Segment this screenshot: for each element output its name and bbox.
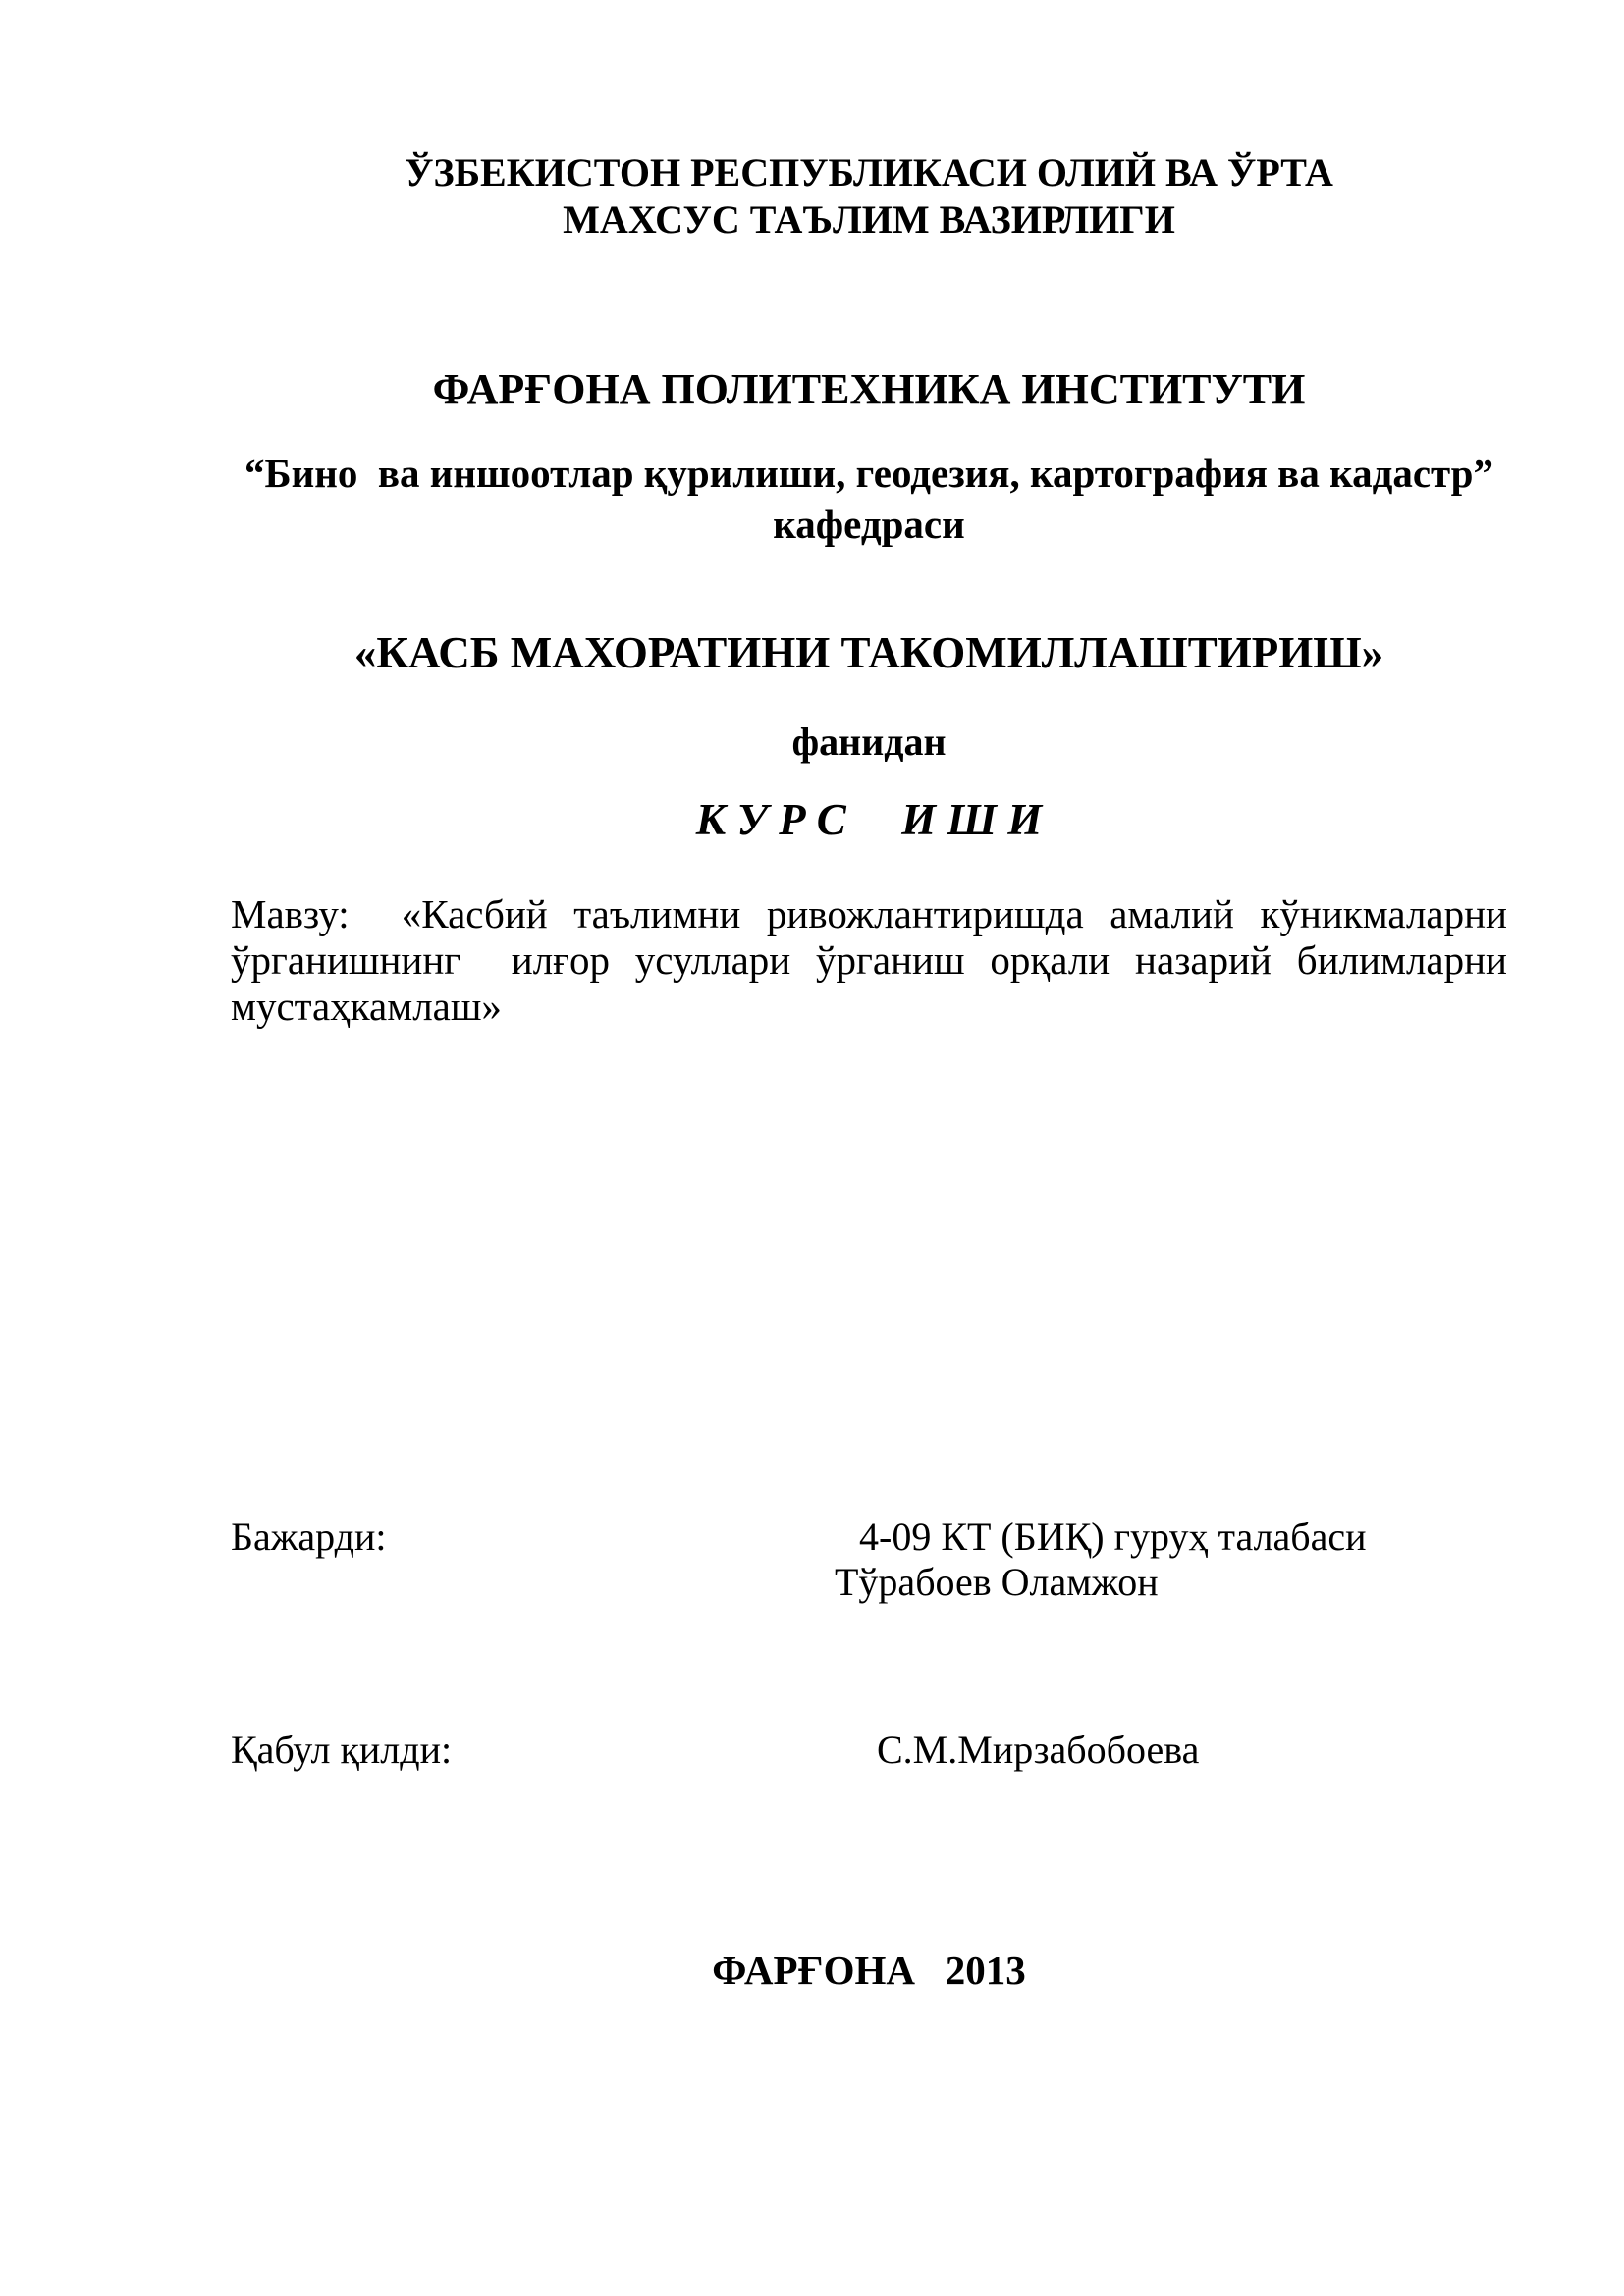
course-title: «КАСБ МАХОРАТИНИ ТАКОМИЛЛАШТИРИШ» (353, 628, 1384, 677)
subject-label: фанидан (791, 720, 947, 764)
accepted-by-row (231, 1728, 1507, 1845)
ministry-header (231, 149, 1507, 243)
ministry-header-line-1: ЎЗБЕКИСТОН РЕСПУБЛИКАСИ ОЛИЙ ВА ЎРТА (405, 150, 1333, 194)
department-name: “Бино ва иншоотлар қурилиши, геодезия, картография ва кадастр” (244, 451, 1493, 496)
topic-paragraph (231, 891, 1507, 1030)
performer-name: Тўрабоев Оламжон (835, 1560, 1159, 1604)
department-suffix: кафедраси (773, 502, 965, 547)
accepted-by-label: Қабул қилди: (231, 1728, 453, 1772)
performed-by-label: Бажарди: (231, 1515, 387, 1559)
topic-line-2: ўрганишнинг илғор усуллари ўрганиш орқали назарий билимларни (231, 937, 1507, 983)
performer-group: 4-09 КТ (БИҚ) гуруҳ талабаси (859, 1515, 1367, 1559)
department-block (231, 448, 1507, 550)
ministry-header-line-2: МАХСУС ТАЪЛИМ ВАЗИРЛИГИ (563, 197, 1175, 241)
acceptor-name: С.М.Мирзабобоева (877, 1728, 1200, 1772)
performed-by-row (231, 1515, 1507, 1632)
topic-line-1: Мавзу: «Касбий таълимни ривожлантиришда амалий кўникмаларни (231, 891, 1507, 936)
work-type-title: К У Р С И Ш И (695, 795, 1043, 844)
city-year-footer: ФАРҒОНА 2013 (712, 1948, 1026, 1993)
topic-line-3: мустаҳкамлаш» (231, 984, 502, 1029)
institute-name: ФАРҒОНА ПОЛИТЕХНИКА ИНСТИТУТИ (432, 365, 1306, 413)
performer-info (835, 1515, 1367, 1605)
